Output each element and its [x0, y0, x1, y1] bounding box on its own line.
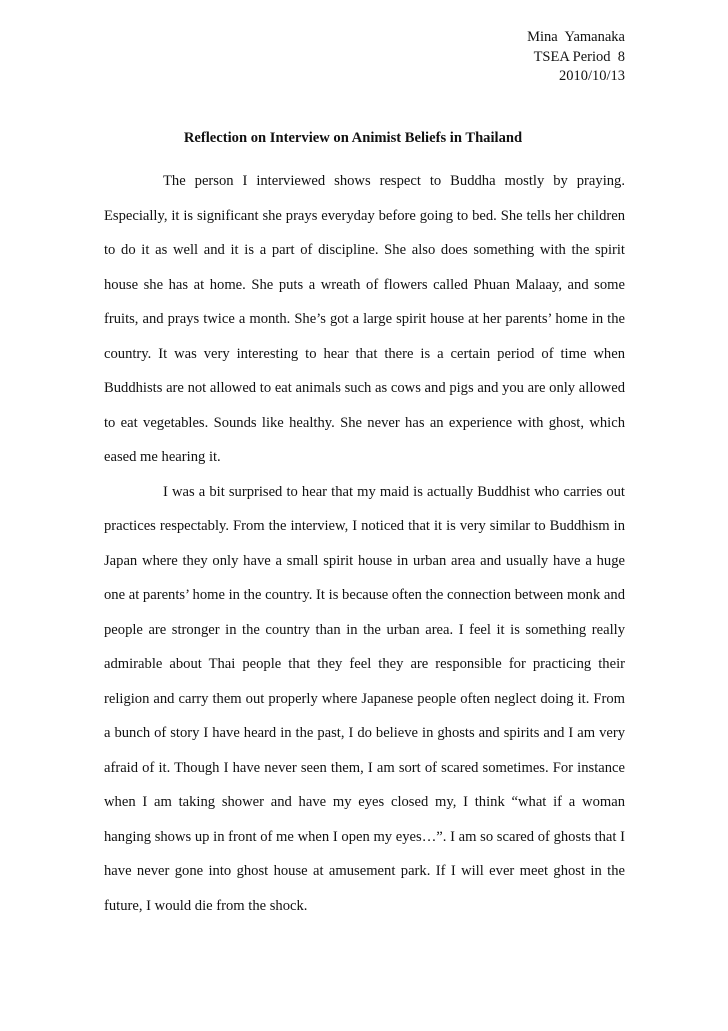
class-period: TSEA Period 8: [533, 48, 625, 65]
document-date: 2010/10/13: [558, 68, 625, 84]
author-header: [527, 28, 625, 87]
paragraph-1: The person I interviewed shows respect to Buddha mostly by praying. Especially, it is significant she prays everyday before going to bed. She tells her children to do it as well and it is a part of discipline. She also does something with the spirit house she has at home. She puts a wreath of flowers called Phuan Malaay, and some fruits, and prays twice a month. She’s got a large spirit house at her parents’ home in the country. It was very interesting to hear that there is a certain period of time when Buddhists are not allowed to eat animals such as cows and pigs and you are only allowed to eat vegetables. Sounds like healthy. She never has an experience with ghost, which eased me hearing it.: [104, 173, 625, 465]
document-title-row: [0, 129, 728, 147]
document-body: [104, 164, 625, 923]
author-name: Mina Yamanaka: [527, 29, 625, 45]
paragraph-2: I was a bit surprised to hear that my maid is actually Buddhist who carries out practices respectably. From the interview, I noticed that it is very similar to Buddhism in Japan where they only have a small spirit house in urban area and usually have a huge one at parents’ home in the country. It is because often the connection between monk and people are stronger in the country than in the urban area. I feel it is something really admirable about Thai people that they feel they are responsible for practicing their religion and carry them out properly where Japanese people often neglect doing it. From a bunch of story I have heard in the past, I do believe in ghosts and spirits and I am very afraid of it. Though I have never seen them, I am sort of scared sometimes. For instance when I am taking shower and have my eyes closed my, I think “what if a woman hanging shows up in front of me when I open my eyes…”. I am so scared of ghosts that I have never gone into ghost house at amusement park. If I will ever meet ghost in the future, I would die from the shock.: [104, 483, 625, 914]
document-title: Reflection on Interview on Animist Beliefs in Thailand: [183, 130, 523, 146]
